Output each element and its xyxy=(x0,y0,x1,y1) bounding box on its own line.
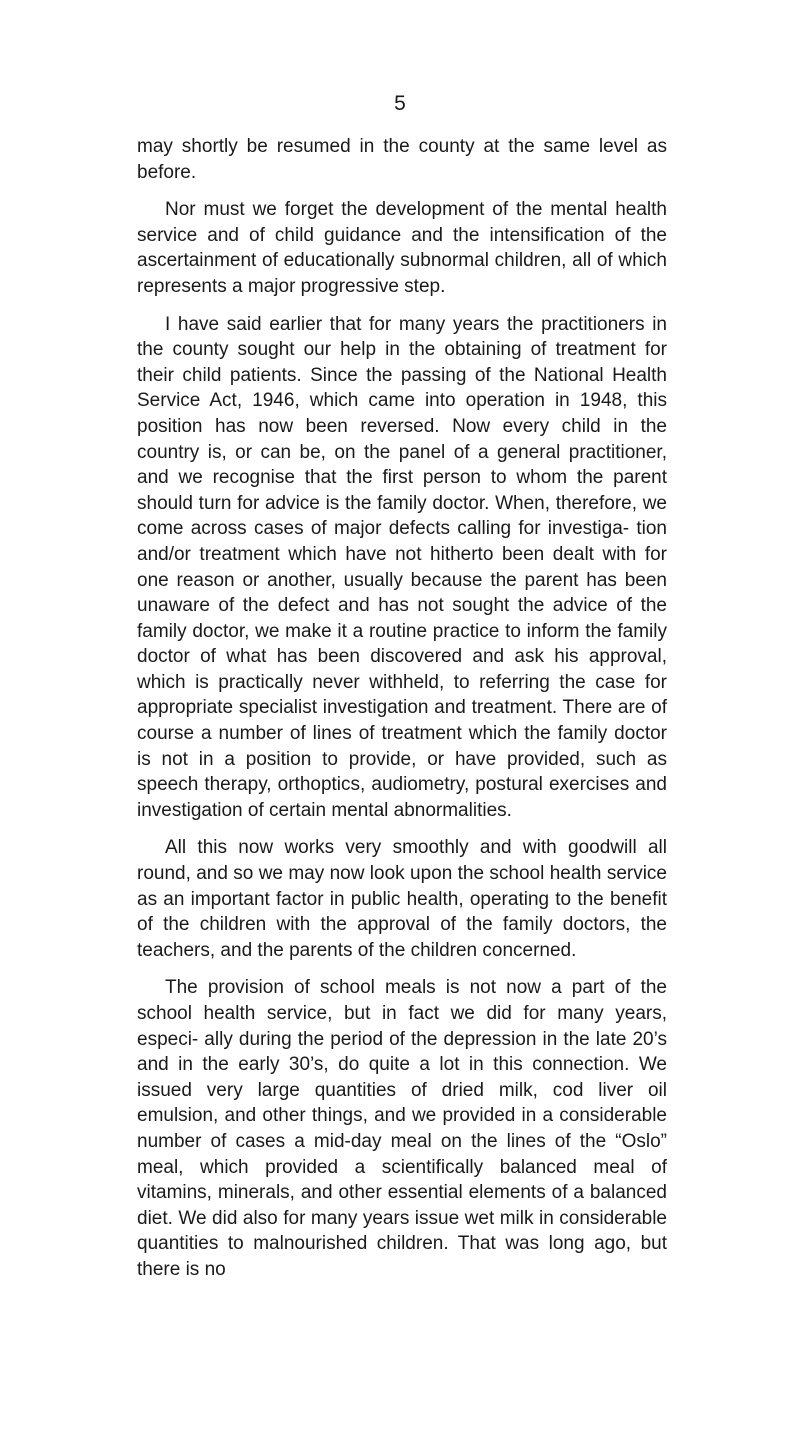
page-number: 5 xyxy=(394,92,406,115)
paragraph-goodwill: All this now works very smoothly and with goodwill all round, and so we may now look upon the school health service as an important factor in public health, operating to the benefit of the children with the approval of the family doctors, the teachers, and the parents of the children concerned. xyxy=(137,837,667,961)
paragraph-continuation: may shortly be resumed in the county at the same level as before. xyxy=(137,136,667,183)
paragraph-mental-health: Nor must we forget the development of the mental health service and of child guidance and the intensification of the ascertainment of educationally subnormal children, all of which represents a major progressive step. xyxy=(137,199,667,297)
body-text xyxy=(137,134,667,1295)
paragraph-school-meals: The provision of school meals is not now a part of the school health service, but in fact we did for many years, especi- ally during the period of the depression in the late 20’s and in the early 30’s, do quite a lot in this connection. We issued very large quantities of dried milk, cod liver oil emulsion, and other things, and we provided in a considerable number of cases a mid-day meal on the lines of the “Oslo” meal, which provided a scientifically balanced meal of vitamins, minerals, and other essential elements of a balanced diet. We did also for many years issue wet milk in considerable quantities to malnourished children. That was long ago, but there is no xyxy=(137,977,667,1280)
paragraph-practitioners: I have said earlier that for many years the practitioners in the county sought our help in the obtaining of treatment for their child patients. Since the passing of the National Health Service Act, 1946, which came into operation in 1948, this position has now been reversed. Now every child in the country is, or can be, on the panel of a general practitioner, and we recognise that the first person to whom the parent should turn for advice is the family doctor. When, therefore, we come across cases of major defects calling for investiga- tion and/or treatment which have not hitherto been dealt with for one reason or another, usually because the parent has been unaware of the defect and has not sought the advice of the family doctor, we make it a routine practice to inform the family doctor of what has been discovered and ask his approval, which is practically never withheld, to referring the case for appropriate specialist investigation and treatment. There are of course a number of lines of treatment which the family doctor is not in a position to provide, or have provided, such as speech therapy, orthoptics, audiometry, postural exercises and investigation of certain mental abnormalities. xyxy=(137,313,667,821)
